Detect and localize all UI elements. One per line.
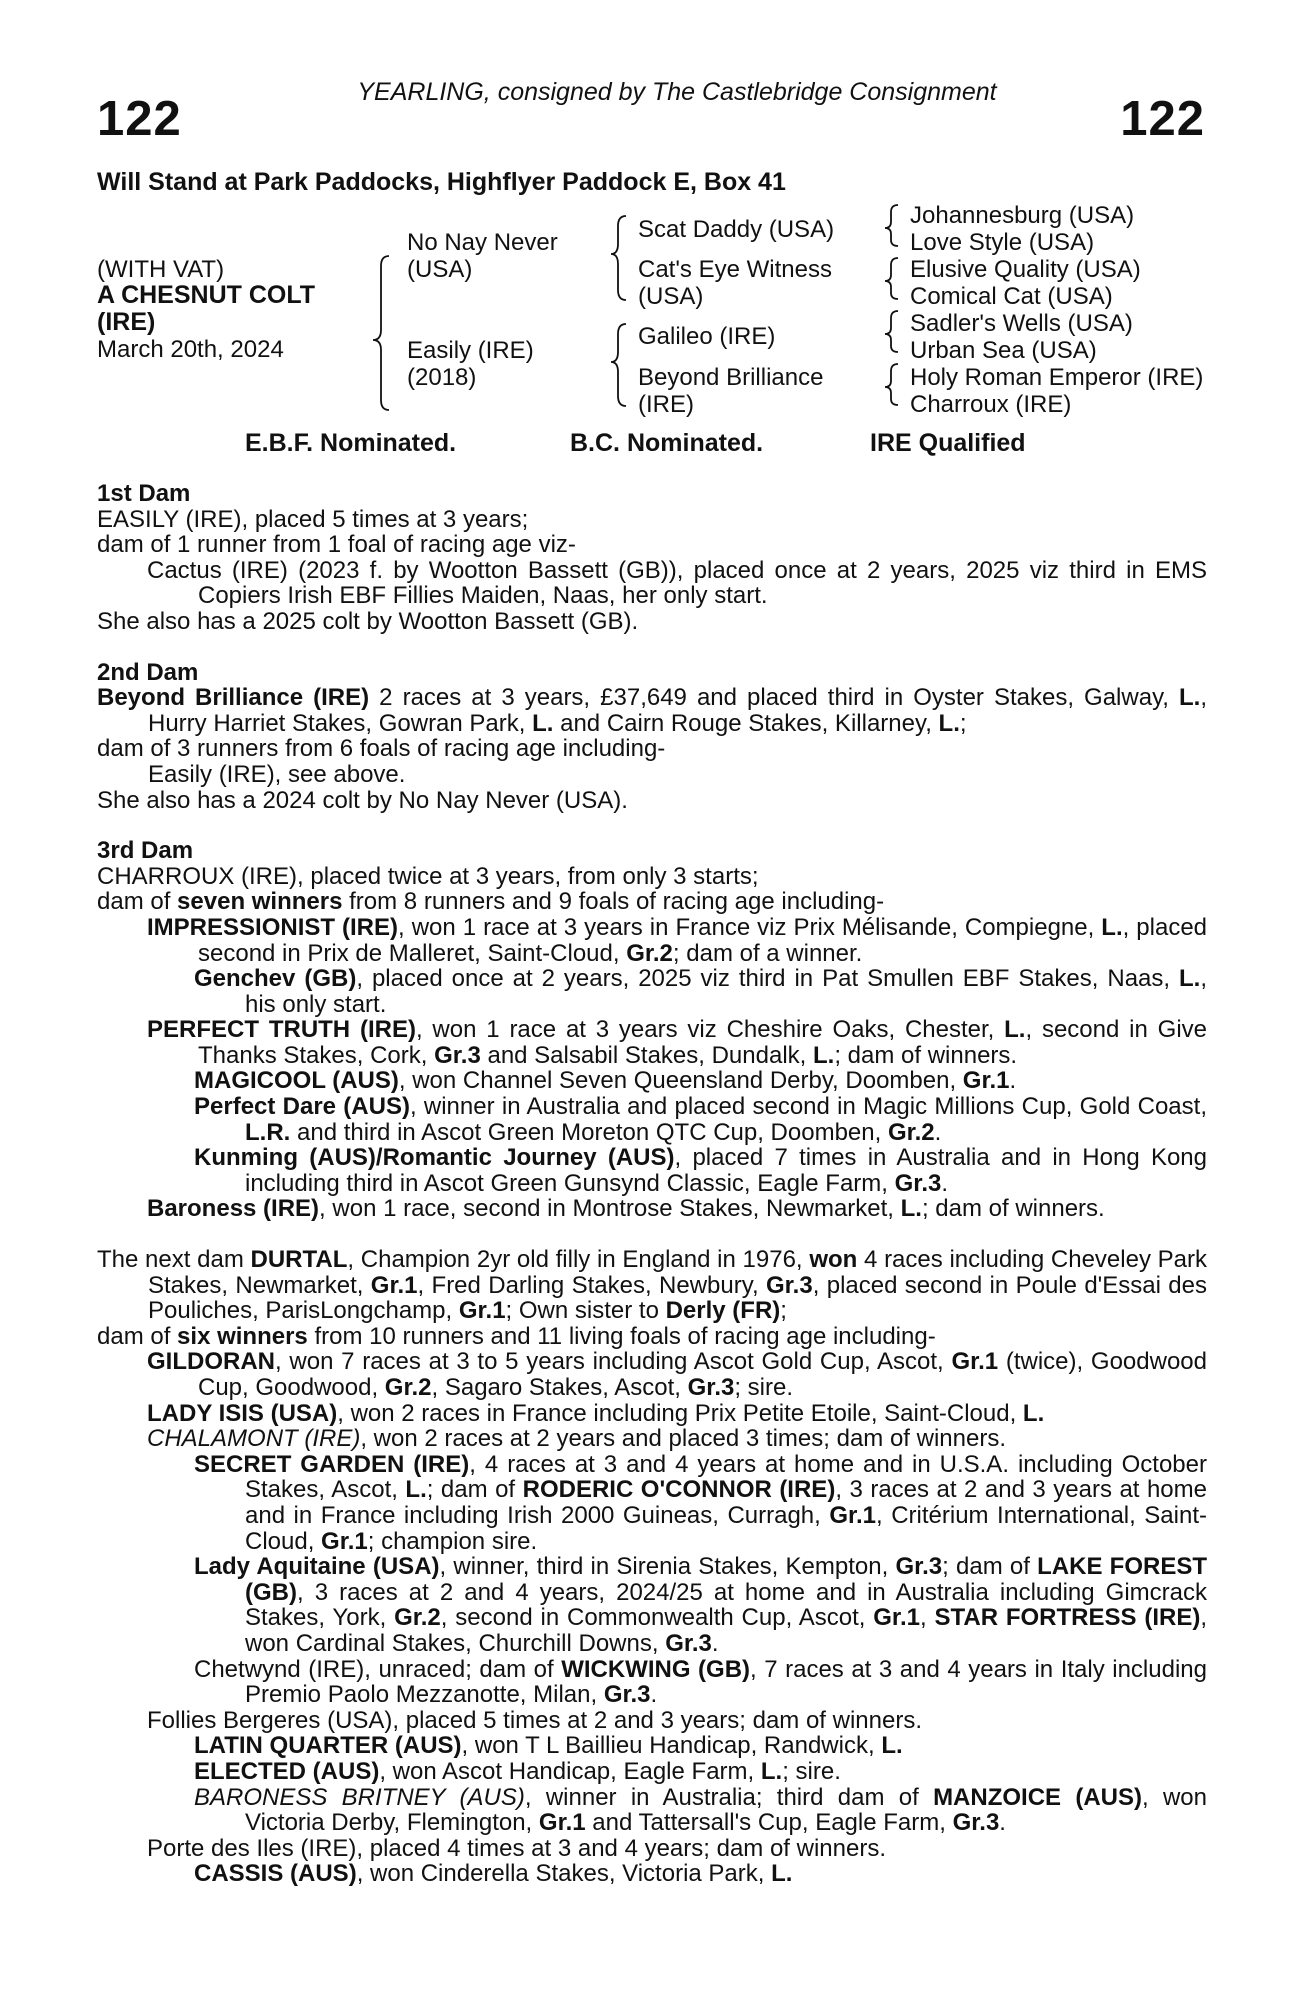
gen3-dsd: Urban Sea (USA) bbox=[910, 337, 1097, 364]
sires-dam-line1: Cat's Eye Witness bbox=[638, 256, 832, 283]
produce-latin-quarter: LATIN QUARTER (AUS), won T L Baillieu Handicap, Randwick, L. bbox=[194, 1732, 903, 1760]
dam-line2: (2018) bbox=[407, 364, 477, 391]
produce-kunming: Kunming (AUS)/Romantic Journey (AUS), placed 7 times in Australia and in Hong Kong including third in Ascot Green Gunsynd Classic, Eagle Farm, Gr.3. bbox=[194, 1144, 1207, 1197]
brace-gen3-2 bbox=[885, 258, 898, 299]
stand-location: Will Stand at Park Paddocks, Highflyer Paddock E, Box 41 bbox=[97, 168, 786, 196]
ire-qualified: IRE Qualified bbox=[870, 429, 1026, 457]
gen3-sdd: Comical Cat (USA) bbox=[910, 283, 1113, 310]
sires-dam-line2: (USA) bbox=[638, 283, 704, 310]
produce-perfect-truth: PERFECT TRUTH (IRE), won 1 race at 3 years viz Cheshire Oaks, Chester, L., second in Give Thanks Stakes, Cork, Gr.3 and Salsabil Stakes, Dundalk, L.; dam of winners. bbox=[147, 1016, 1207, 1069]
sire-line1: No Nay Never bbox=[407, 229, 558, 256]
gen3-ssd: Love Style (USA) bbox=[910, 229, 1095, 256]
second-dam-also: She also has a 2024 colt by No Nay Never (USA). bbox=[97, 786, 628, 814]
brace-gen1 bbox=[373, 256, 389, 410]
third-dam-dam-of: dam of seven winners from 8 runners and 9 foals of racing age including- bbox=[97, 888, 885, 916]
produce-chetwynd: Chetwynd (IRE), unraced; dam of WICKWING (GB), 7 races at 3 and 4 years in Italy including Premio Paolo Mezzanotte, Milan, Gr.3. bbox=[194, 1655, 1207, 1709]
first-dam-line1: EASILY (IRE), placed 5 times at 3 years; bbox=[97, 505, 529, 533]
next-dam-dam-of: dam of six winners from 10 runners and 11 living foals of racing age including- bbox=[97, 1322, 936, 1350]
sires-sire: Scat Daddy (USA) bbox=[638, 216, 835, 243]
produce-cassis: CASSIS (AUS), won Cinderella Stakes, Victoria Park, L. bbox=[194, 1860, 793, 1888]
second-dam-heading: 2nd Dam bbox=[97, 658, 199, 686]
dams-dam-line2: (IRE) bbox=[638, 391, 694, 418]
first-dam-heading: 1st Dam bbox=[97, 480, 191, 507]
produce-porte-des-iles: Porte des Iles (IRE), placed 4 times at 3 and 4 years; dam of winners. bbox=[147, 1834, 887, 1862]
produce-genchev: Genchev (GB), placed once at 2 years, 2025 viz third in Pat Smullen EBF Stakes, Naas, L., his only start. bbox=[194, 965, 1208, 1018]
produce-lady-isis: LADY ISIS (USA), won 2 races in France including Prix Petite Etoile, Saint-Cloud, L. bbox=[147, 1399, 1045, 1427]
horse-name-line1: A CHESNUT COLT bbox=[97, 281, 316, 309]
second-dam-dam-of: dam of 3 runners from 6 foals of racing age including- bbox=[97, 735, 666, 763]
produce-perfect-dare: Perfect Dare (AUS), winner in Australia and placed second in Magic Millions Cup, Gold Coast, L.R. and third in Ascot Green Moreton QTC Cup, Doomben, Gr.2. bbox=[194, 1093, 1207, 1146]
produce-chalamont: CHALAMONT (IRE), won 2 races at 2 years and placed 3 times; dam of winners. bbox=[147, 1425, 1006, 1453]
produce-impressionist: IMPRESSIONIST (IRE), won 1 race at 3 years in France viz Prix Mélisande, Compiegne, L., placed second in Prix de Malleret, Saint-Cloud, Gr.2; dam of a winner. bbox=[147, 913, 1208, 967]
next-dam-durtal: The next dam DURTAL, Champion 2yr old filly in England in 1976, won 4 races including Cheveley Park Stakes, Newmarket, Gr.1, Fred Darling Stakes, Newbury, Gr.3, placed second in Poule d'Essai des Pouliches, ParisLongchamp, Gr.1; Own sister to Derly (FR); bbox=[97, 1246, 1208, 1325]
dams-dam-line1: Beyond Brilliance bbox=[638, 364, 824, 391]
first-dam-also: She also has a 2025 colt by Wootton Bassett (GB). bbox=[97, 607, 639, 635]
dam-line1: Easily (IRE) bbox=[407, 337, 534, 364]
ebf-nominated: E.B.F. Nominated. bbox=[245, 429, 457, 457]
produce-magicool: MAGICOOL (AUS), won Channel Seven Queensland Derby, Doomben, Gr.1. bbox=[194, 1067, 1017, 1095]
sire-line2: (USA) bbox=[407, 256, 473, 283]
dams-sire: Galileo (IRE) bbox=[638, 323, 776, 350]
catalogue-body bbox=[97, 481, 1207, 1887]
gen3-dds: Holy Roman Emperor (IRE) bbox=[910, 364, 1204, 391]
produce-lady-aquitaine: Lady Aquitaine (USA), winner, third in Sirenia Stakes, Kempton, Gr.3; dam of LAKE FOREST (GB), 3 races at 2 and 4 years, 2024/25 at home and in Australia including Gimcrack Stakes, York, Gr.2, second in Commonwealth Cup, Ascot, Gr.1, STAR FORTRESS (IRE), won Cardinal Stakes, Churchill Downs, Gr.3. bbox=[194, 1553, 1208, 1657]
lot-number-left: 122 bbox=[97, 92, 182, 146]
gen3-dss: Sadler's Wells (USA) bbox=[910, 310, 1133, 337]
produce-baroness-britney: BARONESS BRITNEY (AUS), winner in Australia; third dam of MANZOICE (AUS), won Victoria Derby, Flemington, Gr.1 and Tattersall's Cup, Eagle Farm, Gr.3. bbox=[194, 1783, 1207, 1837]
gen3-sss: Johannesburg (USA) bbox=[910, 202, 1135, 229]
first-dam-line2: dam of 1 runner from 1 foal of racing age viz- bbox=[97, 531, 576, 559]
second-dam-record: Beyond Brilliance (IRE) 2 races at 3 years, £37,649 and placed third in Oyster Stakes, Galway, L., Hurry Harriet Stakes, Gowran Park, L. and Cairn Rouge Stakes, Killarney, L.; bbox=[97, 684, 1207, 737]
bc-nominated: B.C. Nominated. bbox=[570, 429, 764, 457]
vat-note: (WITH VAT) bbox=[97, 256, 225, 283]
brace-gen3-4 bbox=[885, 364, 898, 405]
brace-gen2-sire bbox=[611, 216, 626, 300]
third-dam-line1: CHARROUX (IRE), placed twice at 3 years, from only 3 starts; bbox=[97, 862, 759, 890]
lot-number-right: 122 bbox=[1120, 92, 1205, 146]
foaling-date: March 20th, 2024 bbox=[97, 336, 284, 363]
produce-baroness: Baroness (IRE), won 1 race, second in Montrose Stakes, Newmarket, L.; dam of winners. bbox=[147, 1195, 1105, 1223]
horse-name-line2: (IRE) bbox=[97, 308, 156, 336]
second-dam-name: Beyond Brilliance (IRE) bbox=[97, 684, 370, 712]
produce-gildoran: GILDORAN, won 7 races at 3 to 5 years including Ascot Gold Cup, Ascot, Gr.1 (twice), Goodwood Cup, Goodwood, Gr.2, Sagaro Stakes, Ascot, Gr.3; sire. bbox=[147, 1348, 1207, 1401]
produce-follies-bergeres: Follies Bergeres (USA), placed 5 times at 2 and 3 years; dam of winners. bbox=[147, 1706, 923, 1734]
brace-gen2-dam bbox=[611, 324, 626, 406]
produce-secret-garden: SECRET GARDEN (IRE), 4 races at 3 and 4 years at home and in U.S.A. including October Stakes, Ascot, L.; dam of RODERIC O'CONNOR (IRE), 3 races at 2 and 3 years at home and in France including Irish 2000 Guineas, Curragh, Gr.1, Critérium International, Saint-Cloud, Gr.1; champion sire. bbox=[194, 1450, 1207, 1555]
first-dam-produce-cactus: Cactus (IRE) (2023 f. by Wootton Bassett (GB)), placed once at 2 years, 2025 viz third in EMS Copiers Irish EBF Fillies Maiden, Naas, her only start. bbox=[147, 556, 1207, 610]
consignment-header: YEARLING, consigned by The Castlebridge Consignment bbox=[357, 78, 997, 106]
gen3-sds: Elusive Quality (USA) bbox=[910, 256, 1141, 283]
brace-gen3-1 bbox=[885, 205, 898, 246]
third-dam-heading: 3rd Dam bbox=[97, 837, 194, 865]
second-dam-produce-easily: Easily (IRE), see above. bbox=[148, 760, 406, 788]
brace-gen3-3 bbox=[885, 311, 898, 352]
produce-elected: ELECTED (AUS), won Ascot Handicap, Eagle Farm, L.; sire. bbox=[194, 1757, 841, 1785]
gen3-ddd: Charroux (IRE) bbox=[910, 391, 1072, 418]
